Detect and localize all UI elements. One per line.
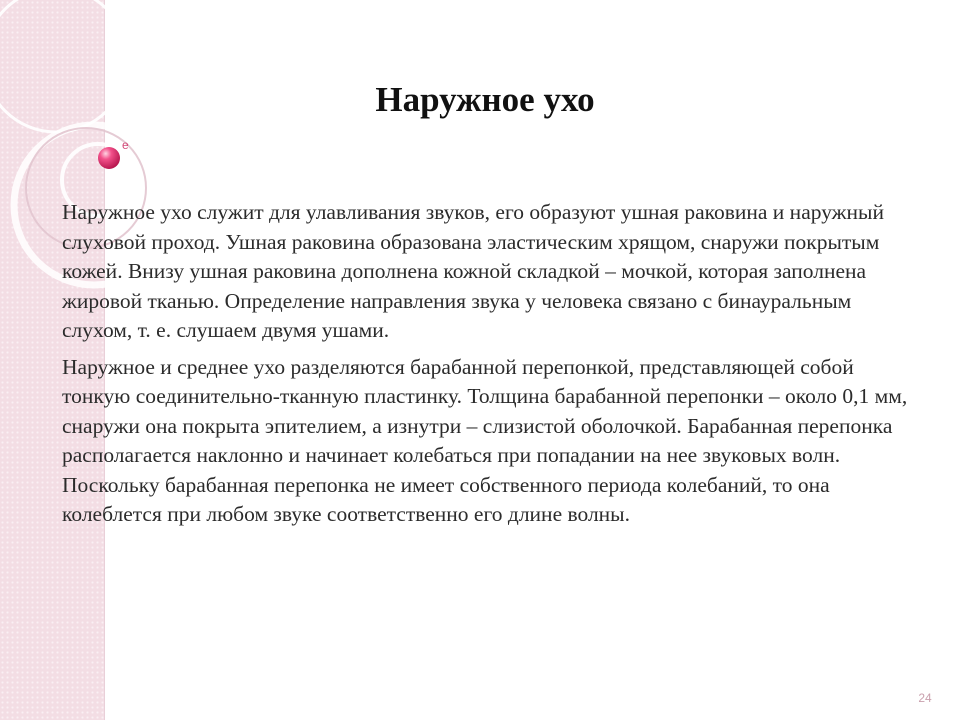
paragraph-eardrum: Наружное и среднее ухо разделяются барабанной перепонкой, представляющей собой тонкую соединительно-тканную пластинку. Толщина барабанной перепонки – около 0,1 мм, снаружи она покрыта эпителием, а изнутри – слизистой оболочкой. Барабанная перепонка располагается наклонно и начинает колебаться при попадании на нее звуковых волн. Поскольку барабанная перепонка не имеет собственного периода колебаний, то она колеблется при любом звуке соответственно его длине волны. bbox=[62, 354, 908, 526]
slide-body bbox=[62, 198, 922, 537]
paragraph-outer-ear: Наружное ухо служит для улавливания звуков, его образуют ушная раковина и наружный слуховой проход. Ушная раковина образована эластическим хрящом, снаружи покрытым кожей. Внизу ушная раковина дополнена кожной складкой – мочкой, которая заполнена жировой тканью. Определение направления звука у человека связано с бинауральным слухом, т. е. слушаем двумя ушами. bbox=[62, 200, 884, 342]
bullet-glyph: e bbox=[122, 138, 129, 152]
ring-large bbox=[0, 0, 128, 132]
page-number: 24 bbox=[918, 691, 932, 705]
slide-title: Наружное ухо bbox=[375, 80, 595, 119]
accent-ball bbox=[98, 147, 120, 169]
